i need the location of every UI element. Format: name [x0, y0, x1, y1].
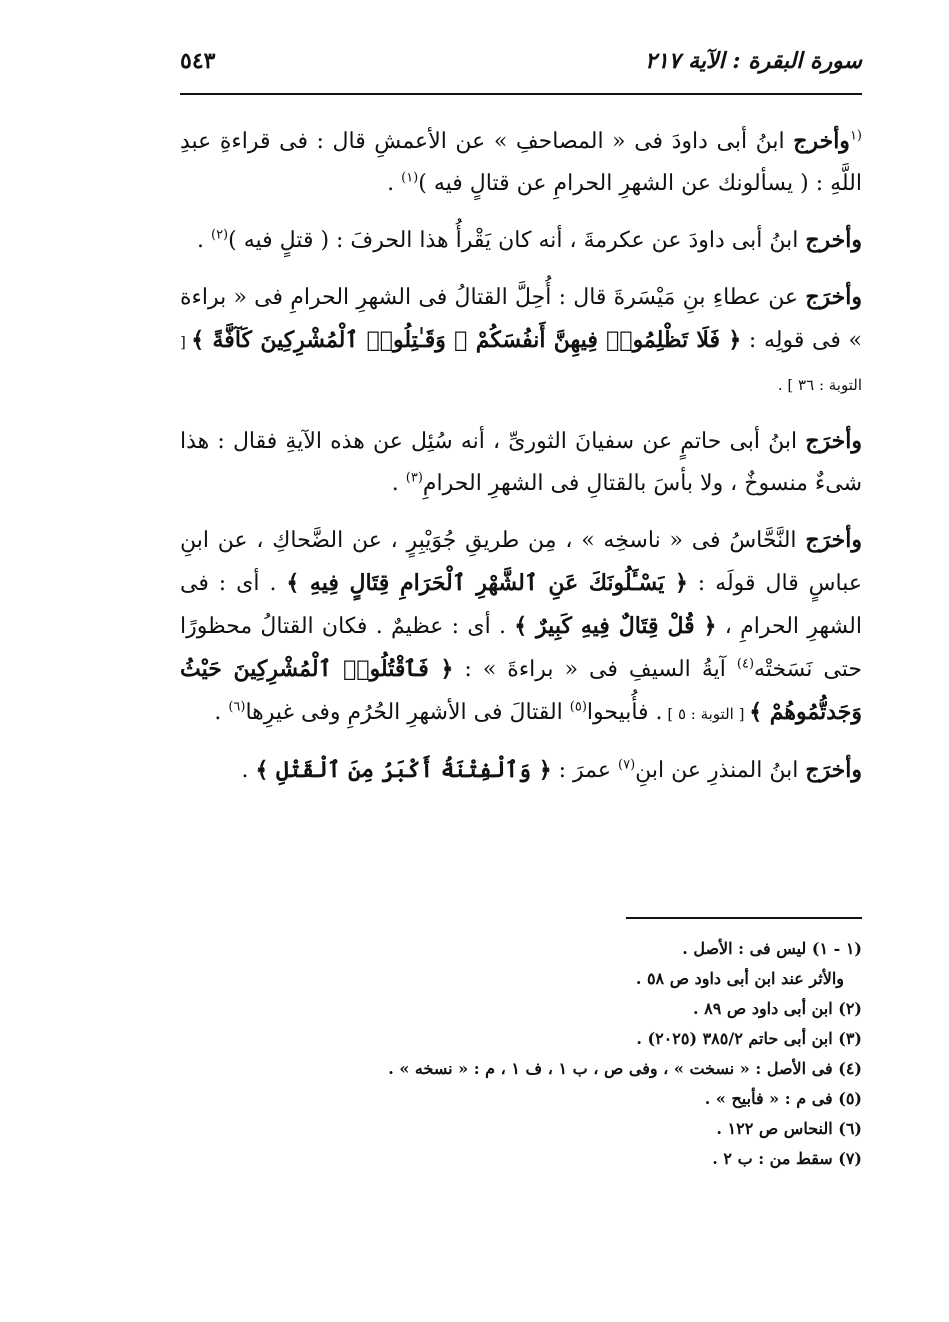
paragraph-text: النَّحَّاسُ فى « ناسخِه » ، مِن طريقِ جُوَيْبِرٍ ، عن الضَّحاكِ ، عن ابنِ عباسٍ قال قولَه :	[180, 528, 862, 596]
paragraph-lead: وأخرَج	[805, 757, 862, 783]
paragraph-5	[180, 519, 862, 735]
verse-reference: [ التوبة : ٣٦ ] .	[180, 333, 862, 394]
paragraph-text: عمرَ :	[551, 758, 619, 783]
footnote-rule	[626, 917, 862, 919]
footnote-item: (٥) فى م : « فأبيح » .	[704, 1089, 862, 1108]
header-rule	[180, 93, 862, 95]
footnotes	[180, 934, 862, 1174]
footnote-marker: (٣)	[405, 470, 423, 486]
paragraph-text: ابنُ أبى داودَ عن عكرمةَ ، أنه كان يَقْرأُ هذا الحرفَ : ( قتلٍ فيه )	[228, 228, 806, 253]
footnote-marker: (١	[849, 128, 862, 144]
quran-verse: ﴿ فَلَا تَظْلِمُوا۟ فِيهِنَّ أَنفُسَكُمْ ۚ وَقَـٰتِلُوا۟ ٱلْمُشْرِكِينَ كَآفَّةً ﴾	[191, 327, 742, 353]
paragraph-tail: .	[196, 228, 211, 253]
paragraph-text: . أى : عظيمٌ . فكان القتالُ محظورًا حتى نَسَختْه	[180, 614, 862, 682]
quran-verse: ﴿ وَٱلْفِتْنَةُ أَكْبَرُ مِنَ ٱلْقَتْلِ ﴾	[255, 757, 552, 783]
paragraph-text: القتالَ فى الأشهرِ الحُرُمِ وفى غيرِها	[245, 700, 570, 725]
quran-verse: ﴿ يَسْـَٔلُونَكَ عَنِ ٱلشَّهْرِ ٱلْحَرَامِ قِتَالٍ فِيهِ ﴾	[286, 570, 688, 596]
quran-verse: ﴿ قُلْ قِتَالٌ فِيهِ كَبِيرٌ ﴾	[514, 613, 717, 639]
paragraph-lead: وأخرج	[805, 227, 862, 253]
paragraph-text: ابنُ أبى داودَ فى « المصاحفِ » عن الأعمشِ قال : فى قراءةِ عبدِ اللَّهِ : ( يسألونك عن الشهرِ الحرامِ عن قتالٍ فيه )	[180, 129, 862, 196]
paragraph-text: . أى : فى الشهرِ الحرامِ ،	[180, 571, 862, 639]
paragraph-text: . فأُبيحوا	[586, 700, 663, 725]
footnote-item: والأثر عند ابن أبى داود ص ٥٨ .	[635, 969, 844, 988]
footnote-marker: (١)	[401, 170, 419, 186]
footnote-marker: (٥)	[569, 699, 587, 715]
paragraph-lead: وأخرَج	[805, 428, 862, 454]
paragraph-text: ابنُ المنذرِ عن ابنِ	[635, 758, 806, 783]
quran-verse: ﴿ فَٱقْتُلُوا۟ ٱلْمُشْرِكِينَ حَيْثُ وَجَدتُّمُوهُمْ ﴾	[180, 656, 862, 725]
footnote-item: (٦) النحاس ص ١٢٢ .	[716, 1119, 862, 1138]
footnote-marker: (٦)	[228, 699, 246, 715]
footnote-item: (٢) ابن أبى داود ص ٨٩ .	[693, 999, 862, 1018]
paragraph-1	[180, 120, 862, 205]
footnote-marker: (٢)	[210, 227, 229, 243]
footnote-marker: (٧)	[618, 757, 636, 773]
paragraph-tail: .	[241, 758, 256, 783]
paragraph-2	[180, 219, 862, 262]
paragraph-lead: وأخرَج	[805, 284, 862, 310]
paragraph-tail: .	[214, 700, 229, 725]
footnote-item: (٧) سقط من : ب ٢ .	[712, 1149, 862, 1168]
page-header	[180, 42, 862, 92]
paragraph-lead: وأخرَج	[805, 527, 862, 553]
main-text	[180, 120, 862, 806]
paragraph-tail: .	[387, 171, 402, 196]
paragraph-text: آيةُ السيفِ فى « براءةَ » :	[453, 657, 737, 682]
page-number: ٥٤٣	[180, 48, 216, 74]
paragraph-text: ابنُ أبى حاتمٍ عن سفيانَ الثورىِّ ، أنه سُئِل عن هذه الآيةِ فقال : هذا شىءٌ منسوخٌ ، ولا بأسَ بالقتالِ فى الشهرِ الحرامِ	[180, 429, 862, 496]
paragraph-4	[180, 420, 862, 505]
verse-reference: [ التوبة : ٥ ]	[662, 705, 750, 723]
paragraph-text: عن عطاءِ بنِ مَيْسَرةَ قال : أُحِلَّ القتالُ فى الشهرِ الحرامِ فى « براءة » فى قولِه :	[180, 285, 863, 353]
footnote-item: (١ - ١) ليس فى : الأصل .	[682, 939, 862, 958]
footnote-marker: (٤)	[736, 656, 755, 672]
paragraph-lead: وأخرج	[793, 128, 850, 154]
paragraph-6	[180, 749, 862, 792]
paragraph-3	[180, 276, 862, 406]
footnote-item: (٤) فى الأصل : « نسخت » ، وفى ص ، ب ١ ، ف ١ ، م : « نسخه » .	[388, 1059, 862, 1078]
paragraph-tail: .	[391, 471, 406, 496]
running-title: سورة البقرة : الآية ٢١٧	[645, 48, 862, 74]
footnote-item: (٣) ابن أبى حاتم ٣٨٥/٢ (٢٠٢٥) .	[636, 1029, 862, 1048]
